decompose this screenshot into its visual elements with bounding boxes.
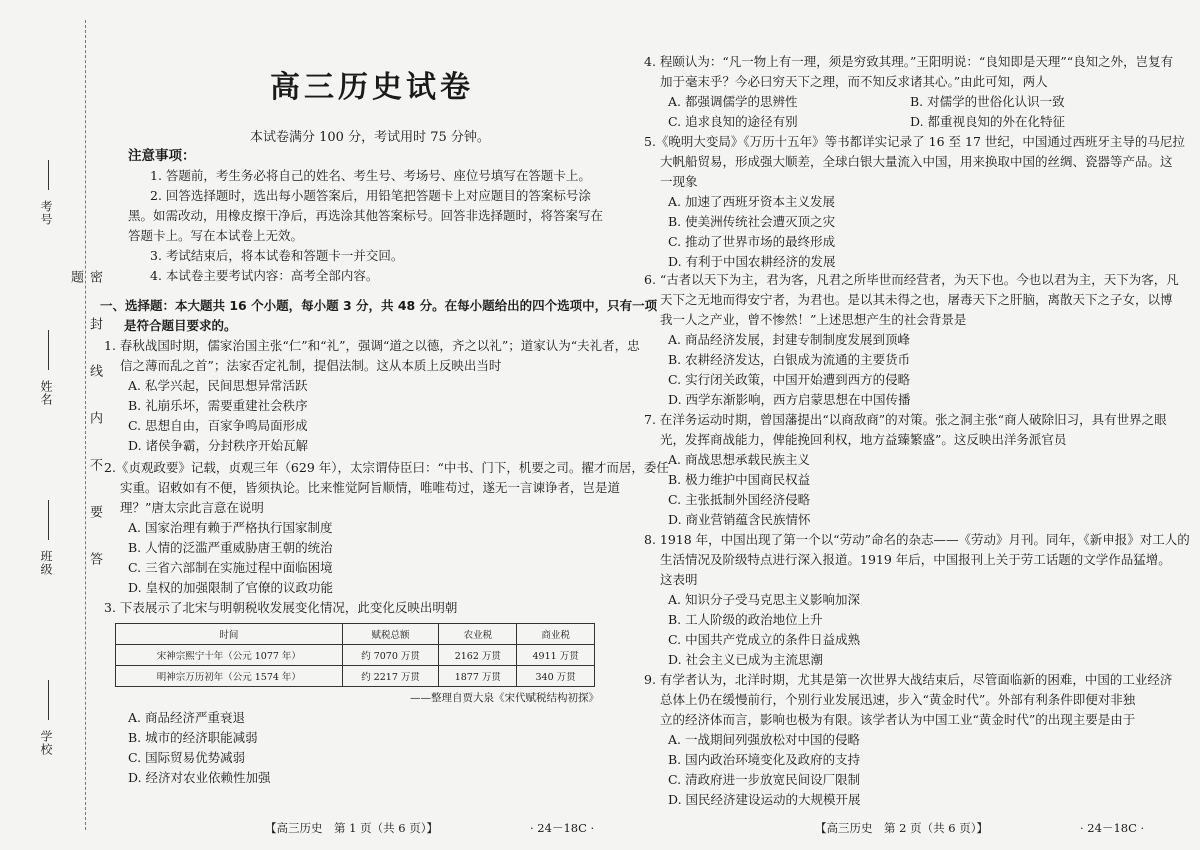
notice-line: 3. 考试结束后，将本试卷和答题卡一并交回。 bbox=[150, 248, 404, 263]
question-1: 1. 春秋战国时期，儒家治国主张“仁”和“礼”，强调“道之以德，齐之以礼”；道家认为“夫礼者，忠 bbox=[104, 338, 640, 353]
page-1 bbox=[100, 0, 669, 850]
table-cell: 约 2217 万贯 bbox=[342, 666, 439, 687]
notice-heading: 注意事项： bbox=[128, 148, 196, 164]
q2-option: A. 国家治理有赖于严格执行国家制度 bbox=[128, 520, 333, 535]
seal-warning: 密封线内不要答题 bbox=[68, 270, 102, 599]
tax-table bbox=[115, 623, 595, 687]
table-row bbox=[116, 666, 595, 687]
binding-strip bbox=[0, 0, 102, 850]
q8-option: B. 工人阶级的政治地位上升 bbox=[668, 612, 823, 627]
footer-code: · 24－18C · bbox=[530, 821, 595, 835]
table-header: 商业税 bbox=[517, 624, 595, 645]
label-xingming: 姓名 bbox=[39, 380, 53, 406]
q1-option: C. 思想自由，百家争鸣局面形成 bbox=[128, 418, 308, 433]
label-xuexiao: 学校 bbox=[39, 730, 53, 756]
q8-option: D. 社会主义已成为主流思潮 bbox=[668, 652, 824, 667]
q7-option: B. 极力维护中国商民权益 bbox=[668, 472, 811, 487]
page-2 bbox=[640, 0, 1190, 850]
question-9: 总体上仍在缓慢前行，个别行业发展迅速，步入“黄金时代”。外部有利条件即便对非独 bbox=[660, 692, 1136, 707]
q5-option: C. 推动了世界市场的最终形成 bbox=[668, 234, 836, 249]
q8-option: C. 中国共产党成立的条件日益成熟 bbox=[668, 632, 861, 647]
exam-title: 高三历史试卷 bbox=[270, 70, 474, 105]
q6-option: A. 商品经济发展，封建专制制度发展到顶峰 bbox=[668, 332, 910, 347]
q4-option: C. 追求良知的途径有别 bbox=[668, 114, 798, 129]
question-8: 8. 1918 年，中国出现了第一个以“劳动”命名的杂志——《劳动》月刊。同年，《新申报》对工人的 bbox=[644, 532, 1190, 547]
q7-option: A. 商战思想承载民族主义 bbox=[668, 452, 810, 467]
question-2: 理？”唐太宗此言意在说明 bbox=[120, 500, 264, 515]
q9-option: C. 清政府进一步放宽民间设厂限制 bbox=[668, 772, 861, 787]
q2-option: B. 人情的泛滥严重威胁唐王朝的统治 bbox=[128, 540, 333, 555]
q2-option: C. 三省六部制在实施过程中面临困境 bbox=[128, 560, 333, 575]
table-cell: 2162 万贯 bbox=[439, 645, 517, 666]
q3-option: B. 城市的经济职能减弱 bbox=[128, 730, 258, 745]
q3-option: D. 经济对农业依赖性加强 bbox=[128, 770, 271, 785]
notice-line: 4. 本试卷主要考试内容：高考全部内容。 bbox=[150, 268, 379, 283]
q9-option: D. 国民经济建设运动的大规模开展 bbox=[668, 792, 861, 807]
question-6: 6. “古者以天下为主，君为客，凡君之所毕世而经营者，为天下也。今也以君为主，天下为客，凡 bbox=[644, 272, 1179, 287]
notice-line: 答题卡上。写在本试卷上无效。 bbox=[128, 228, 304, 243]
q1-option: D. 诸侯争霸，分封秩序开始瓦解 bbox=[128, 438, 309, 453]
question-8: 生活情况及阶级特点进行深入报道。1919 年后，中国报刊上关于劳工话题的文学作品猛增。 bbox=[660, 552, 1171, 567]
q9-option: A. 一战期间列强放松对中国的侵略 bbox=[668, 732, 860, 747]
table-header: 时间 bbox=[116, 624, 343, 645]
seal-dashed-line bbox=[85, 20, 86, 830]
table-cell: 340 万贯 bbox=[517, 666, 595, 687]
q4-option: D. 都重视良知的外在化特征 bbox=[910, 114, 1066, 129]
question-4: 加于毫末乎？今必曰穷天下之理，而不知反求诸其心。”由此可知，两人 bbox=[660, 74, 1048, 89]
footer-code: · 24－18C · bbox=[1080, 821, 1145, 835]
q7-option: C. 主张抵制外国经济侵略 bbox=[668, 492, 811, 507]
footer-page-label: 【高三历史 第 1 页（共 6 页）】 bbox=[265, 821, 439, 835]
exam-subtitle: 本试卷满分 100 分，考试用时 75 分钟。 bbox=[250, 130, 490, 145]
label-banji: 班级 bbox=[39, 550, 53, 576]
question-1: 信之薄而乱之首”；法家否定礼制，提倡法制。这从本质上反映出当时 bbox=[120, 358, 502, 373]
question-2: 实重。诏敕如有不便，皆须执论。比来惟觉阿旨顺情，唯唯苟过，遂无一言谏诤者，岂是道 bbox=[120, 480, 621, 495]
q3-option: A. 商品经济严重衰退 bbox=[128, 710, 245, 725]
table-source: ——整理自贾大泉《宋代赋税结构初探》 bbox=[410, 692, 599, 704]
question-5: 一现象 bbox=[660, 174, 698, 189]
q5-option: D. 有利于中国农耕经济的发展 bbox=[668, 254, 836, 269]
line-xingming bbox=[48, 330, 49, 370]
q6-option: D. 西学东渐影响，西方启蒙思想在中国传播 bbox=[668, 392, 911, 407]
q6-option: C. 实行闭关政策，中国开始遭到西方的侵略 bbox=[668, 372, 911, 387]
q7-option: D. 商业营销蕴含民族情怀 bbox=[668, 512, 811, 527]
line-kaohao bbox=[48, 160, 49, 190]
q1-option: A. 私学兴起，民间思想异常活跃 bbox=[128, 378, 308, 393]
question-6: 我一人之产业，曾不惨然！”上述思想产生的社会背景是 bbox=[660, 312, 967, 327]
table-header: 赋税总额 bbox=[342, 624, 439, 645]
footer-page-label: 【高三历史 第 2 页（共 6 页）】 bbox=[815, 821, 989, 835]
question-8: 这表明 bbox=[660, 572, 698, 587]
table-cell: 约 7070 万贯 bbox=[342, 645, 439, 666]
question-7: 7. 在洋务运动时期，曾国藩提出“以商敌商”的对策。张之洞主张“商人破除旧习，具有世界之眼 bbox=[644, 412, 1167, 427]
line-banji bbox=[48, 500, 49, 540]
notice-line: 2. 回答选择题时，选出每小题答案后，用铅笔把答题卡上对应题目的答案标号涂 bbox=[150, 188, 591, 203]
label-kaohao: 考号 bbox=[39, 200, 53, 226]
q4-option: B. 对儒学的世俗化认识一致 bbox=[910, 94, 1065, 109]
question-7: 光，发挥商战能力，俾能挽回利权，地方益臻繁盛”。这反映出洋务派官员 bbox=[660, 432, 1067, 447]
q1-option: B. 礼崩乐坏，需要重建社会秩序 bbox=[128, 398, 308, 413]
question-9: 9. 有学者认为，北洋时期，尤其是第一次世界大战结束后，尽管面临新的困难，中国的工业经济 bbox=[644, 672, 1173, 687]
section-heading: 一、选择题：本大题共 16 个小题，每小题 3 分，共 48 分。在每小题给出的四个选项中，只有一项 bbox=[100, 298, 658, 313]
q4-option: A. 都强调儒学的思辨性 bbox=[668, 94, 798, 109]
table-cell: 4911 万贯 bbox=[517, 645, 595, 666]
question-6: 天下之无地而得安宁者，为君也。是以其未得之也，屠毒天下之肝脑，离散天下之子女，以博 bbox=[660, 292, 1173, 307]
question-2: 2.《贞观政要》记载，贞观三年（629 年），太宗谓侍臣曰：“中书、门下，机要之司。擢才而居，委任 bbox=[104, 460, 669, 475]
question-4: 4. 程颐认为：“凡一物上有一理，须是穷致其理。”王阳明说：“良知即是天理”“良知之外，岂复有 bbox=[644, 54, 1174, 69]
question-5: 5.《晚明大变局》《万历十五年》等书都详实记录了 16 至 17 世纪，中国通过西班牙主导的马尼拉 bbox=[644, 134, 1185, 149]
line-xuexiao bbox=[48, 680, 49, 720]
q2-option: D. 皇权的加强限制了官僚的议政功能 bbox=[128, 580, 334, 595]
table-cell: 1877 万贯 bbox=[439, 666, 517, 687]
table-cell: 宋神宗熙宁十年（公元 1077 年） bbox=[116, 645, 343, 666]
section-heading: 是符合题目要求的。 bbox=[124, 318, 237, 333]
notice-line: 1. 答题前，考生务必将自己的姓名、考生号、考场号、座位号填写在答题卡上。 bbox=[150, 168, 591, 183]
question-3: 3. 下表展示了北宋与明朝税收发展变化情况，此变化反映出明朝 bbox=[104, 600, 458, 615]
q8-option: A. 知识分子受马克思主义影响加深 bbox=[668, 592, 860, 607]
table-row bbox=[116, 645, 595, 666]
question-9: 立的经济体而言，影响也极为有限。该学者认为中国工业“黄金时代”的出现主要是由于 bbox=[660, 712, 1136, 727]
table-header: 农业税 bbox=[439, 624, 517, 645]
question-5: 大帆船贸易，形成强大顺差，全球白银大量流入中国，用来换取中国的丝绸、瓷器等产品。这 bbox=[660, 154, 1173, 169]
q5-option: A. 加速了西班牙资本主义发展 bbox=[668, 194, 835, 209]
table-header-row bbox=[116, 624, 595, 645]
table-cell: 明神宗万历初年（公元 1574 年） bbox=[116, 666, 343, 687]
q3-option: C. 国际贸易优势减弱 bbox=[128, 750, 246, 765]
q9-option: B. 国内政治环境变化及政府的支持 bbox=[668, 752, 861, 767]
q6-option: B. 农耕经济发达，白银成为流通的主要货币 bbox=[668, 352, 911, 367]
q5-option: B. 使美洲传统社会遭灭顶之灾 bbox=[668, 214, 836, 229]
notice-line: 黑。如需改动，用橡皮擦干净后，再选涂其他答案标号。回答非选择题时，将答案写在 bbox=[128, 208, 604, 223]
